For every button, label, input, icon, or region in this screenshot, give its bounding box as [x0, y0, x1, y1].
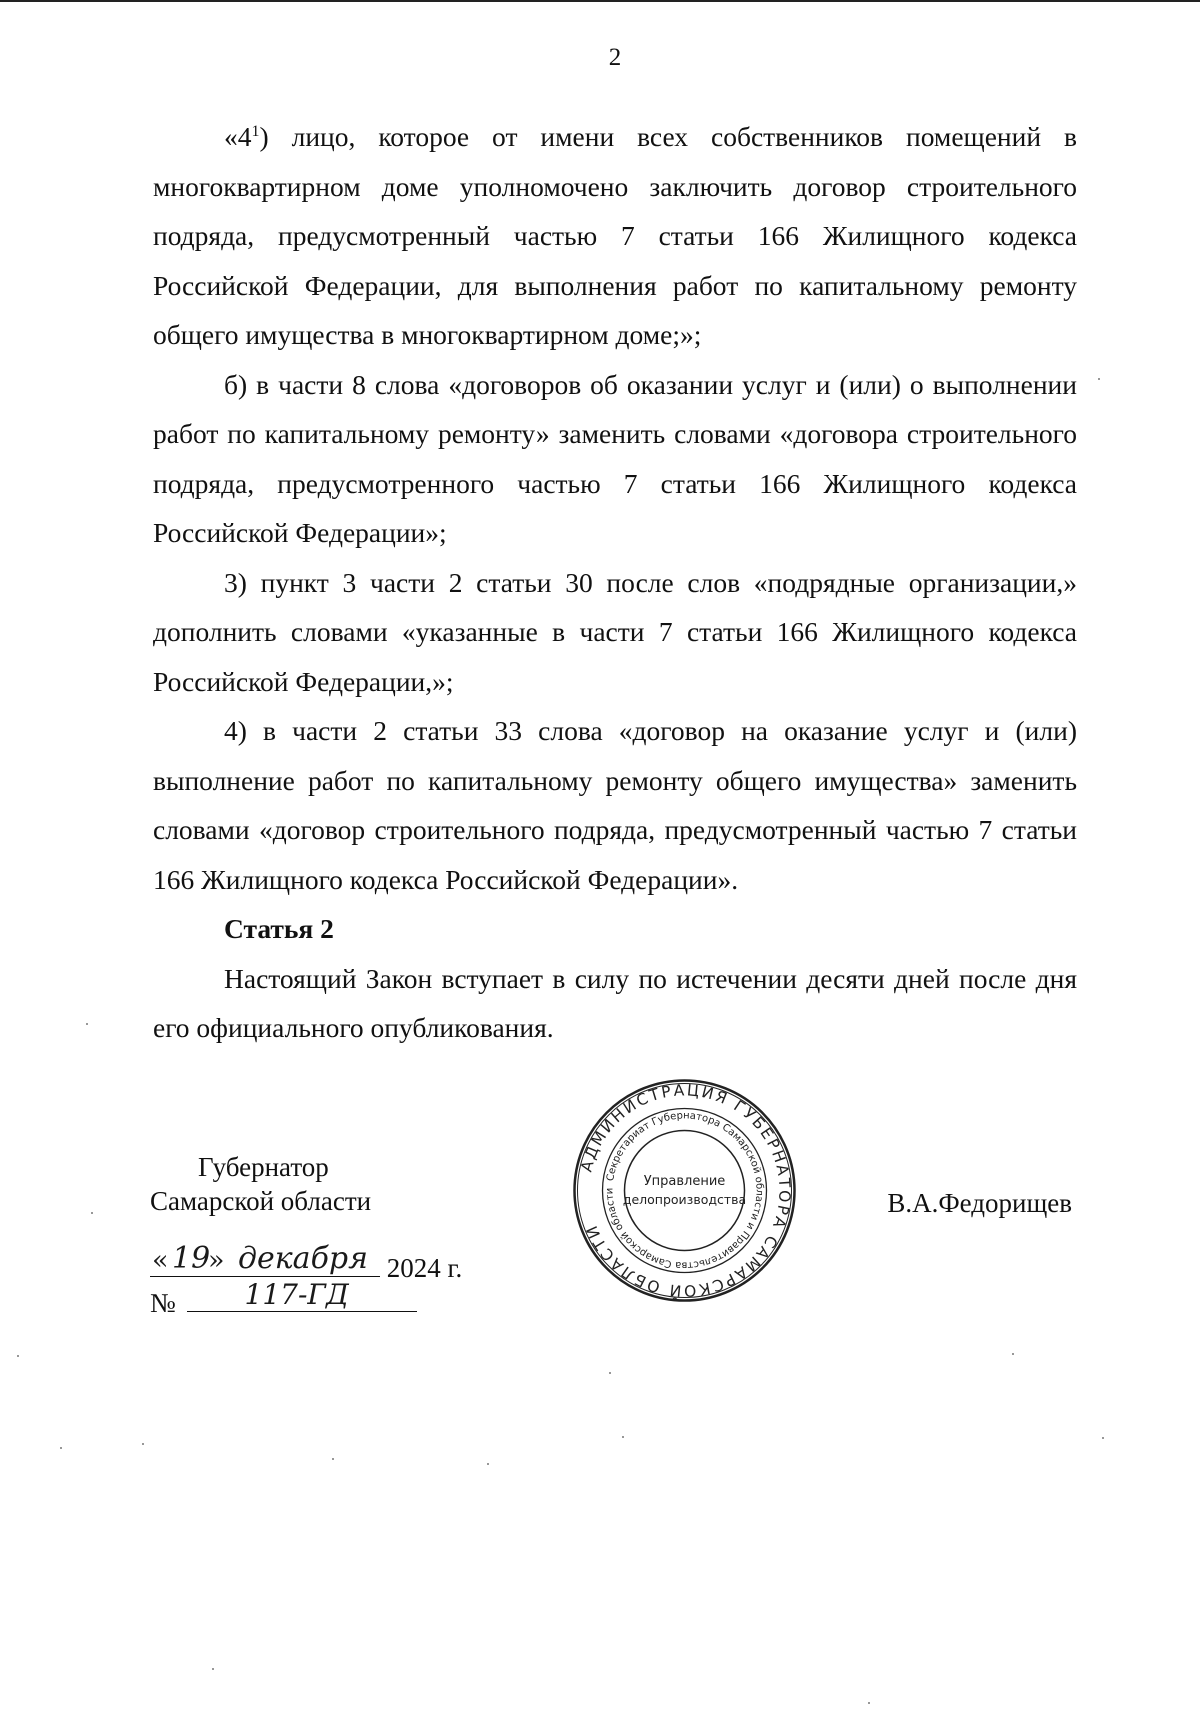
page-number: 2	[608, 44, 622, 71]
date-close-quote-blank	[208, 1245, 230, 1277]
scan-speck	[622, 1436, 624, 1438]
scan-speck	[91, 1212, 93, 1214]
date-open-quote-blank	[150, 1245, 169, 1277]
scan-speck	[487, 1463, 489, 1465]
signature-title-line-2: Самарской области	[150, 1186, 372, 1216]
article-heading: Статья 2	[224, 913, 334, 944]
document-number	[150, 1278, 417, 1319]
date-month-handwritten: декабря	[238, 1241, 368, 1276]
paragraph-lead: «4	[224, 121, 252, 152]
paragraph-item-4-1	[153, 112, 1077, 360]
scan-speck	[60, 1447, 62, 1449]
seal-center-line-1: Управление	[643, 1174, 726, 1189]
seal-outer-text: АДМИНИСТРАЦИЯ ГУБЕРНАТОРА САМАРСКОЙ ОБЛАСТИ	[577, 1081, 794, 1300]
scan-top-edge	[0, 0, 1200, 2]
date-month-blank	[230, 1241, 380, 1277]
superscript-number: 1	[251, 122, 260, 140]
scan-speck	[332, 1458, 334, 1460]
date-day-handwritten: 19	[172, 1241, 211, 1276]
scan-speck	[86, 1023, 88, 1025]
signature-title-line-1: Губернатор	[198, 1152, 329, 1182]
date-open-quote: «	[152, 1245, 169, 1276]
document-body	[153, 112, 1077, 1053]
date-year: 2024 г.	[386, 1253, 463, 1283]
signature-title	[150, 1150, 371, 1218]
seal-center-line-2: делопроизводства	[622, 1192, 747, 1207]
scan-speck	[1012, 1353, 1014, 1355]
paragraph-item-3: 3) пункт 3 части 2 статьи 30 после слов «подрядные организации,» дополнить словами «указанные в части 7 статьи 166 Жилищного кодекса Российской Федерации,»;	[153, 566, 1077, 697]
scan-speck	[1098, 378, 1100, 380]
article-text: Настоящий Закон вступает в силу по истечении десяти дней после дня его официального опубликования.	[153, 962, 1077, 1043]
seal-middle-text: Секретариат Губернатора Самарской области и Правительства Самарской области	[604, 1110, 765, 1271]
paragraph-text: ) лицо, которое от имени всех собственников помещений в многоквартирном доме уполномочено заключить договор строительного подряда, предусмотренный частью 7 статьи 166 Жилищного кодекса Российской Федерации, для выполнения работ по капитальному ремонту общего имущества в многоквартирном доме;»;	[153, 121, 1077, 350]
number-blank	[187, 1278, 417, 1312]
date-day-blank	[168, 1241, 211, 1277]
official-seal	[571, 1077, 798, 1304]
number-handwritten: 117-ГД	[244, 1278, 349, 1311]
paragraph-subitem-b: б) в части 8 слова «договоров об оказании услуг и (или) о выполнении работ по капитальному ремонту» заменить словами «договора строительного подряда, предусмотренного частью 7 статьи 166 Жилищного кодекса Российской Федерации»;	[153, 368, 1077, 548]
paragraph-item-4: 4) в части 2 статьи 33 слова «договор на оказание услуг и (или) выполнение работ по капитальному ремонту общего имущества» заменить словами «договор строительного подряда, предусмотренный частью 7 статьи 166 Жилищного кодекса Российской Федерации».	[153, 715, 1077, 895]
scan-speck	[609, 1372, 611, 1374]
scan-speck	[212, 1668, 214, 1670]
scan-speck	[868, 1702, 870, 1704]
scan-speck	[1102, 1437, 1104, 1439]
number-label: №	[150, 1288, 176, 1318]
scan-speck	[17, 1355, 19, 1357]
signer-name: В.А.Федорищев	[887, 1188, 1072, 1218]
scan-speck	[142, 1443, 144, 1445]
date-close-quote: »	[208, 1245, 225, 1276]
